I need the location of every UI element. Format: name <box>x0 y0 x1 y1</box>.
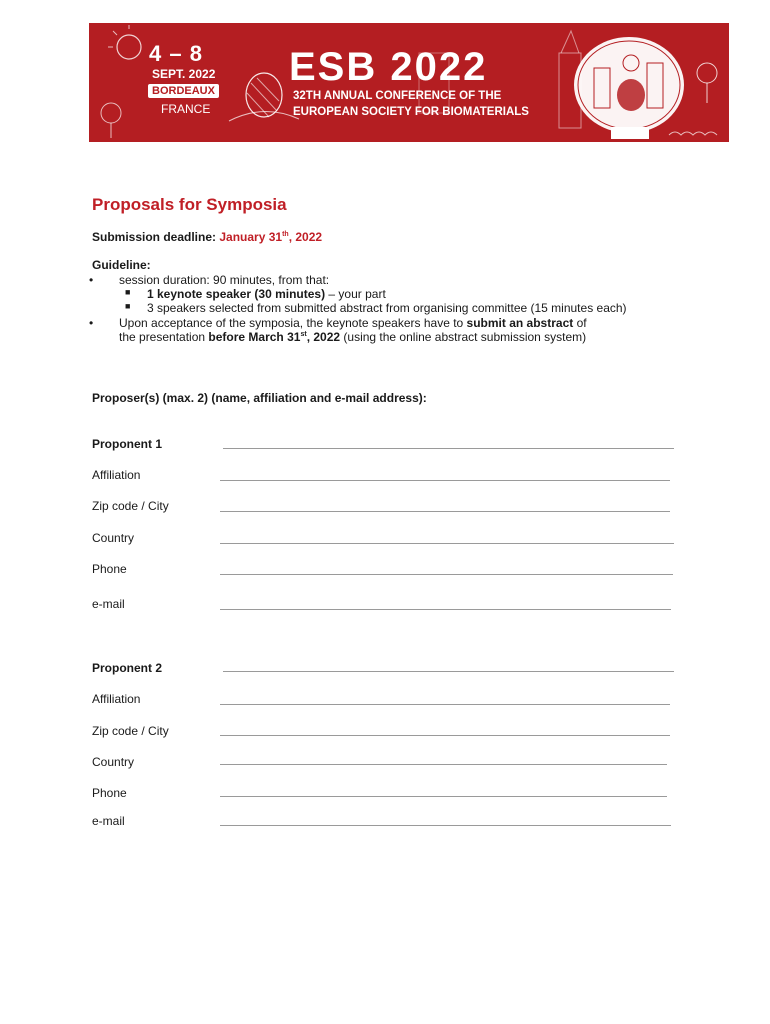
square-bullet-icon: ■ <box>125 287 131 297</box>
proponent-1-affiliation-label: Affiliation <box>92 468 141 482</box>
proponent-2-country-field[interactable] <box>220 764 667 765</box>
guideline-item-1: session duration: 90 minutes, from that: <box>119 273 330 287</box>
proponent-2-phone-label: Phone <box>92 786 127 800</box>
conference-banner <box>89 23 729 142</box>
proponent-2-zip-field[interactable] <box>220 735 670 736</box>
proposer-heading: Proposer(s) (max. 2) (name, affiliation and e-mail address): <box>92 391 427 405</box>
banner-event-title: ESB 2022 <box>289 45 488 89</box>
proponent-2-affiliation-field[interactable] <box>220 704 670 705</box>
submission-deadline <box>92 230 322 244</box>
proponent-1-country-label: Country <box>92 531 135 545</box>
proponent-2-email-field[interactable] <box>220 825 671 826</box>
proponent-2-phone-field[interactable] <box>220 796 667 797</box>
proponent-2-country-label: Country <box>92 755 135 769</box>
proponent-1-affiliation-field[interactable] <box>220 480 670 481</box>
proponent-1-name-field[interactable] <box>223 448 674 449</box>
banner-city: BORDEAUX <box>148 84 219 98</box>
proponent-1-email-field[interactable] <box>220 609 671 610</box>
banner-subtitle-1: 32TH ANNUAL CONFERENCE OF THE <box>293 90 502 102</box>
deadline-date: January 31th, 2022 <box>219 230 323 244</box>
proponent-1-email-label: e-mail <box>92 597 125 611</box>
banner-dates: 4 – 8 <box>149 41 203 66</box>
guideline-subitem-2: 3 speakers selected from submitted abstract from organising committee (15 minutes each) <box>147 301 627 315</box>
proponent-2-heading: Proponent 2 <box>92 661 163 675</box>
proponent-2-name-field[interactable] <box>223 671 674 672</box>
proponent-2-email-label: e-mail <box>92 814 125 828</box>
banner-country: FRANCE <box>161 102 211 116</box>
proponent-1-phone-label: Phone <box>92 562 127 576</box>
guideline-heading: Guideline: <box>92 258 151 272</box>
deadline-label: Submission deadline: <box>92 230 217 244</box>
page-title: Proposals for Symposia <box>92 195 287 214</box>
bullet-icon: • <box>89 316 94 330</box>
proponent-1-phone-field[interactable] <box>220 574 673 575</box>
banner-month: SEPT. 2022 <box>152 67 216 81</box>
guideline-subitem-1: 1 keynote speaker (30 minutes) – your part <box>147 287 386 301</box>
proponent-1-zip-label: Zip code / City <box>92 499 169 513</box>
proponent-1-heading: Proponent 1 <box>92 437 163 451</box>
bullet-icon: • <box>89 273 94 287</box>
proponent-1-zip-field[interactable] <box>220 511 670 512</box>
proponent-1-country-field[interactable] <box>220 543 674 544</box>
proponent-2-affiliation-label: Affiliation <box>92 692 141 706</box>
proponent-2-zip-label: Zip code / City <box>92 724 169 738</box>
guideline-item-2-cont: the presentation before March 31st, 2022 (using the online abstract submission system) <box>119 330 587 344</box>
banner-subtitle-2: EUROPEAN SOCIETY FOR BIOMATERIALS <box>293 106 529 118</box>
guideline-item-2: Upon acceptance of the symposia, the keynote speakers have to submit an abstract of <box>119 316 587 330</box>
square-bullet-icon: ■ <box>125 301 131 311</box>
